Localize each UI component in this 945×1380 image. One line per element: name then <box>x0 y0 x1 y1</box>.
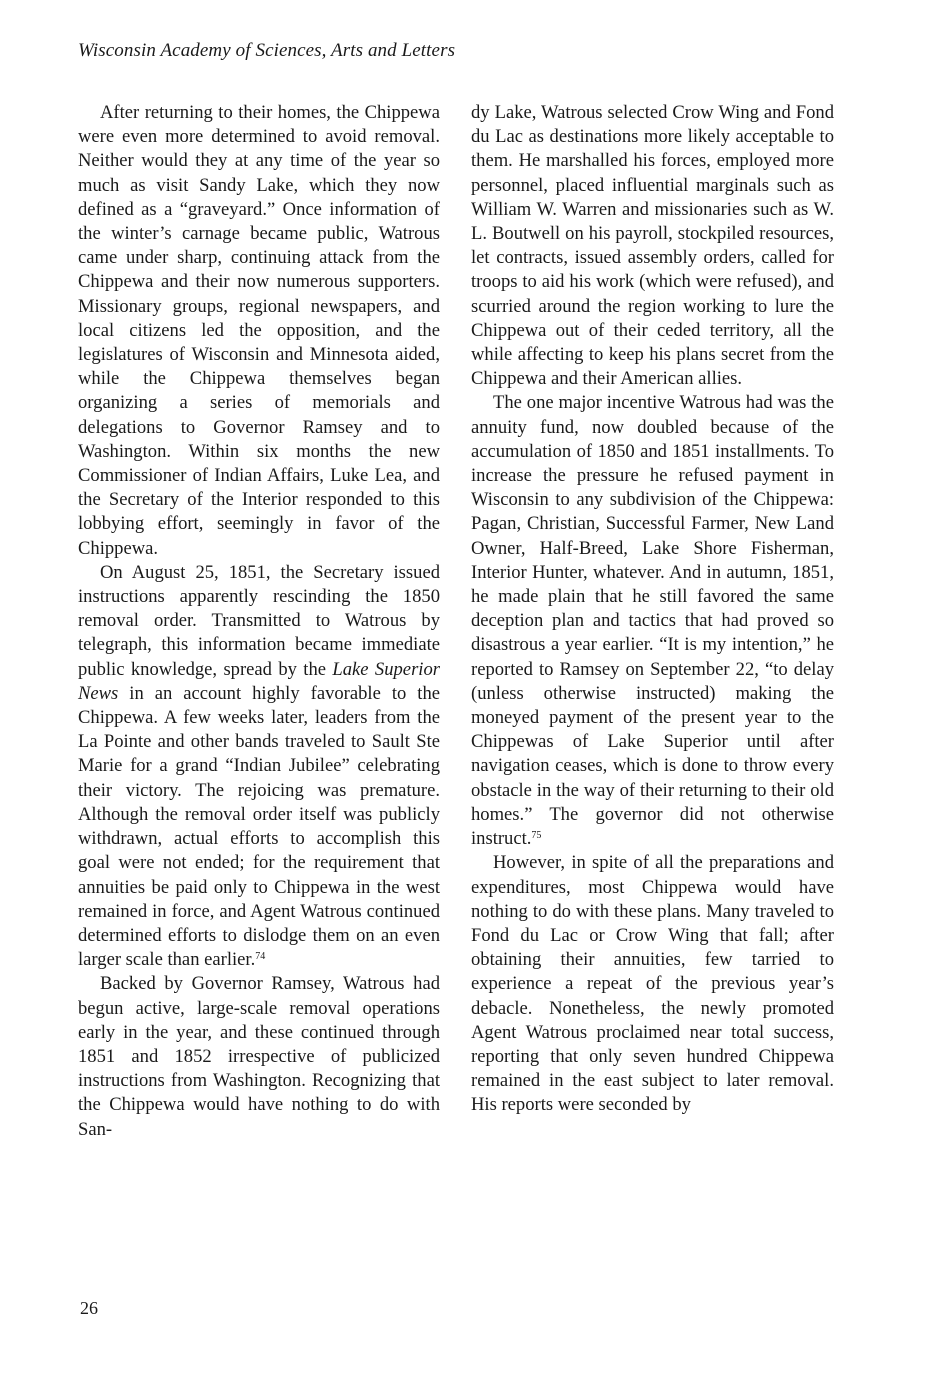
paragraph-right-2 <box>471 391 834 851</box>
paragraph-left-2 <box>78 561 440 972</box>
paragraph-left-1: After returning to their homes, the Chippewa were even more determined to avoid removal. Neither would they at any time of the year so much as visit Sandy Lake, which they now defined as a “graveyard.” Once information of the winter’s carnage became public, Watrous came under sharp, continuing attack from the Chippewa and their now numerous supporters. Missionary groups, regional newspapers, and local citizens led the opposition, and the legislatures of Wisconsin and Minnesota aided, while the Chippewa themselves began organizing a series of memorials and delegations to Governor Ramsey and to Washington. Within six months the new Commissioner of Indian Affairs, Luke Lea, and the Secretary of the Interior responded to this lobbying effort, seemingly in favor of the Chippewa. <box>78 102 440 559</box>
page-number: 26 <box>80 1298 98 1318</box>
running-head: Wisconsin Academy of Sciences, Arts and Letters <box>78 40 456 61</box>
paragraph-text: On August 25, 1851, the Secretary issued instructions apparently rescinding the 1850 removal order. Transmitted to Watrous by telegraph, this information became immediate public knowledge, spread by the <box>78 561 440 680</box>
footnote-ref-75: 75 <box>531 830 542 842</box>
paragraph-text: in an account highly favorable to the Chippewa. A few weeks later, leaders from the La Pointe and other bands traveled to Sault Ste Marie for a grand “Indian Jubilee” celebrating their victory. The rejoicing was premature. Although the removal order itself was publicly withdrawn, actual efforts to accomplish this goal were not ended; for the requirement that annuities be paid only to Chippewa in the west remained in force, and Agent Watrous continued determined efforts to dislodge them on an even larger scale than earlier. <box>78 682 440 971</box>
footnote-ref-74: 74 <box>255 951 266 963</box>
paragraph-right-3: However, in spite of all the preparations and expenditures, most Chippewa would have nothing to do with these plans. Many traveled to Fond du Lac or Crow Wing that fall; after obtaining their annuities, few tarried to experience a repeat of the previous year’s debacle. Nonetheless, the newly promoted Agent Watrous proclaimed near total success, reporting that only seven hundred Chippewa remained in the east subject to later removal. His reports were seconded by <box>471 852 834 1116</box>
left-column <box>78 101 440 1142</box>
newspaper-title: Lake Superior News <box>78 658 440 704</box>
paragraph-text: The one major incentive Watrous had was the annuity fund, now doubled because of the accumulation of 1850 and 1851 installments. To increase the pressure he refused payment in Wisconsin to any subdivision of the Chippewa: Pagan, Christian, Successful Farmer, New Land Owner, Half-Breed, Lake Shore Fisherman, Interior Hunter, whatever. And in autumn, 1851, he made plain that he still favored the same deception plan and tactics that had proved so disastrous a year earlier. “It is my intention,” he reported to Ramsey on September 22, “to delay (unless otherwise instructed) making the moneyed payment of the present year to the Chippewas of Lake Superior until after navigation ceases, which is done to throw every obstacle in the way of their returning to their old homes.” The governor did not otherwise instruct. <box>471 392 834 850</box>
paragraph-right-1: dy Lake, Watrous selected Crow Wing and Fond du Lac as destinations more likely acceptable to them. He marshalled his forces, employed more personnel, placed influential marginals such as William W. Warren and missionaries such as W. L. Boutwell on his payroll, stockpiled resources, let contracts, issued assembly orders, called for troops to aid his work (which were refused), and scurried around the region working to lure the Chippewa out of their ceded territory, all the while affecting to keep his plans secret from the Chippewa and their American allies. <box>471 102 834 390</box>
paragraph-left-3: Backed by Governor Ramsey, Watrous had begun active, large-scale removal operations early in the year, and these continued through 1851 and 1852 irrespective of publicized instructions from Washington. Recognizing that the Chippewa would have nothing to do with San- <box>78 973 440 1140</box>
right-column <box>471 101 834 1118</box>
